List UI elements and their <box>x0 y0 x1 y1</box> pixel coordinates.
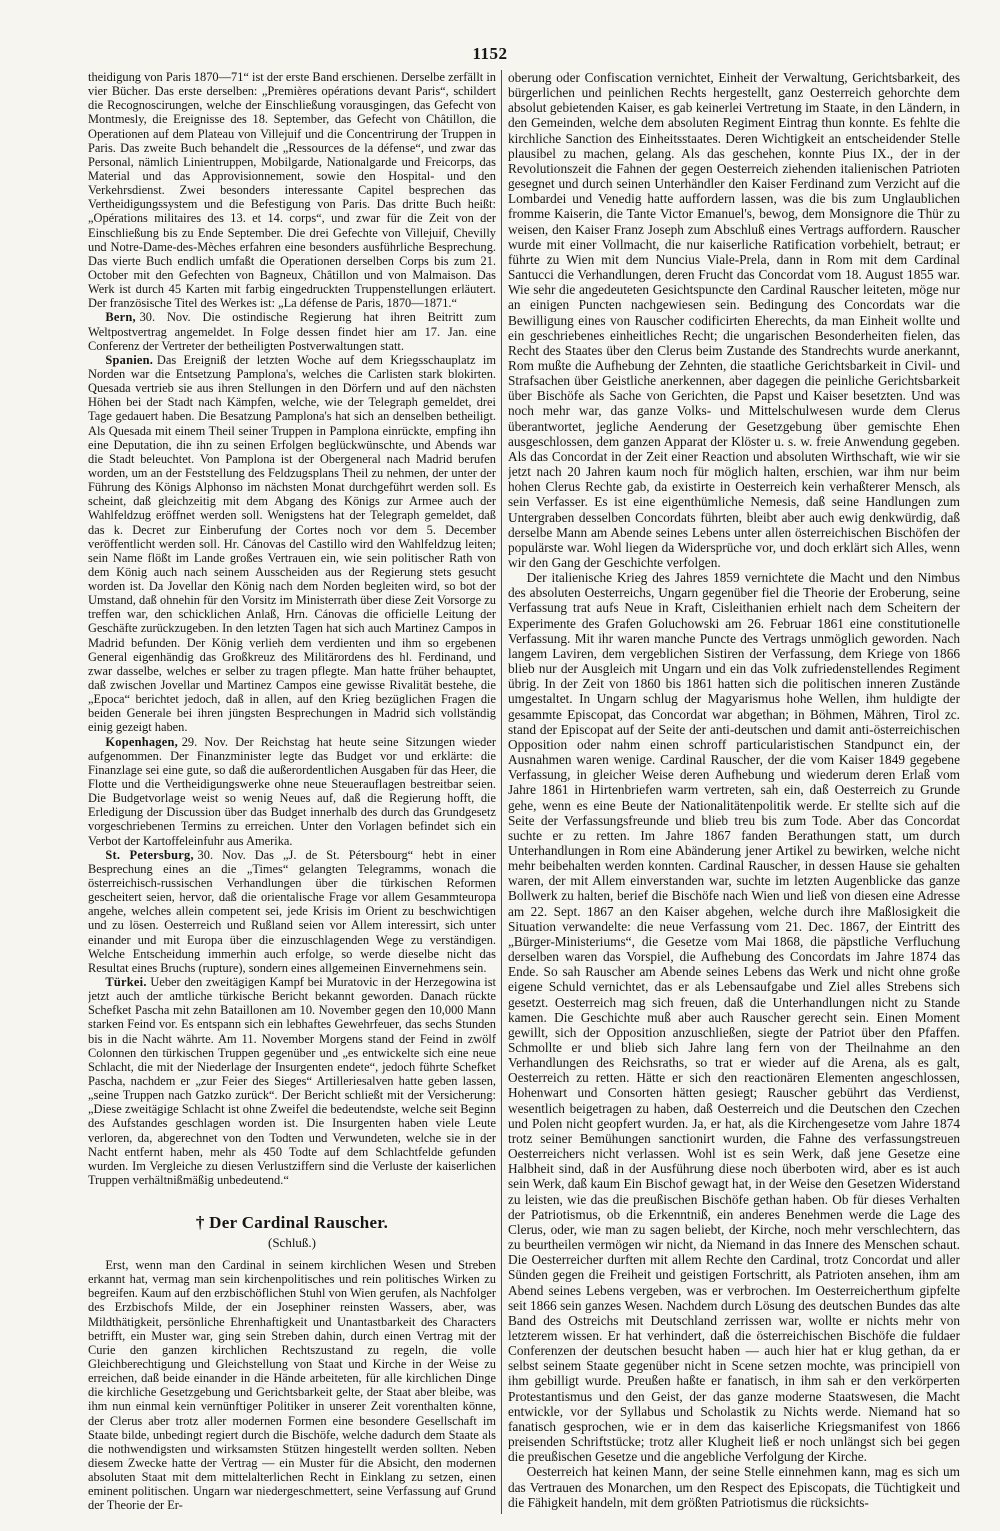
right-column-feuilleton <box>508 70 960 1512</box>
feuilleton-paragraph: Erst, wenn man den Cardinal in seinem kirchlichen Wesen und Streben erkannt hat, vermag man sein kirchenpolitisches und rein politisches Wirken zu begreifen. Kaum auf den erzbischöflichen Stuhl von Wien gerufen, als Nachfolger des Erzbischofs Milde, der ein Josephiner reinsten Wassers, aber, was Mildthätigkeit, persönliche Ehrenhaftigkeit und Unantastbarkeit des Characters betrifft, ein Muster war, ging sein Streben dahin, durch einen Vertrag mit der Curie den ganzen kirchlichen Rechtszustand zu regeln, die volle Gleichberechtigung und Gleichstellung von Staat und Kirche in der Weise zu erreichen, daß beide einander in die Hände arbeiteten, für alle kirchlichen Dinge die kirchliche Gesetzgebung und Gerichtsbarkeit gelte, der Staat aber bleibe, was ihm nun einmal kein vernünftiger Politiker in unserer Zeit vorenthalten könne, der Clerus aber trotz aller modernen Formen eine besondere Gesellschaft im Staate bilde, unbedingt regiert durch die Bischöfe, welche dadurch dem Staate als die nothwendigsten und wirksamsten Stützen hingestellt werden sollten. Neben diesem Zwecke hatte der Vertrag — ein Muster für die Absicht, den modernen absoluten Staat mit dem mittelalterlichen Recht in Einklang zu setzen, einen eminent politischen. Ungarn war niedergeschmettert, seine Verfassung auf Grund der Theorie der Er- <box>88 1258 496 1512</box>
feuilleton-paragraph: Oesterreich hat keinen Mann, der seine Stelle einnehmen kann, mag es sich um das Vertrauen des Monarchen, um den Respect des Episcopats, die Tüchtigkeit und die Fähigkeit handeln, mit dem größten Patriotismus die rücksichts- <box>508 1464 960 1510</box>
page-number: 1152 <box>472 44 508 63</box>
left-column-news <box>88 70 496 1194</box>
feuilleton-subtitle: (Schluß.) <box>267 1235 317 1250</box>
feuilleton-title: † Der Cardinal Rauscher. <box>195 1213 389 1232</box>
news-text: theidigung von Paris 1870—71“ ist der erste Band erschienen. Derselbe zerfällt in vier Bücher. Das erste derselben: „Premières opérations devant Paris“, schildert die Recognoscirungen, welche der Einschließung vorausgingen, das Gefecht von Montmesly, die Ereignisse des 18. September, das Gefecht von Châtillon, die Operationen auf dem Plateau von Villejuif und die Concentrirung der Truppen in Paris. Das zweite Buch behandelt die „Ressources de la défense“, und zwar das Personal, nämlich Linientruppen, Mobilgarde, Nationalgarde und Freicorps, das Material und das Approvisionnement, sowie den Hospital- und den Verkehrsdienst. Zwei besonders interessante Capitel besprechen das Vertheidigungssystem und die Befestigung von Paris. Das dritte Buch heißt: „Opérations militaires des 13. et 14. corps“, und zwar für die Zeit von der Einschließung bis zu Ende September. Die drei Gefechte von Villejuif, Chevilly und Notre-Dame-des-Mèches erfahren eine besonders ausführliche Besprechung. Das vierte Buch endlich umfaßt die Operationen derselben Corps bis zum 21. October mit den Gefechten von Bagneux, Châtillon und von Malmaison. Das Werk ist durch 45 Karten mit farbig eingedruckten Truppenstellungen erläutert. Der französische Titel des Werkes ist: „La défense de Paris, 1870—1871.“ <box>88 70 496 311</box>
dateline: Spanien. <box>105 352 154 367</box>
news-text: Ueber den zweitägigen Kampf bei Muratovic in der Herzegowina ist jetzt auch der amtliche türkische Bericht bekannt geworden. Danach rückte Schefket Pascha mit zehn Bataillonen am 10. November gegen den 10,000 Mann starken Feind vor. Es entspann sich ein lebhaftes Gewehrfeuer, das sechs Stunden bis in die Nacht währte. Am 11. November Morgens stand der Feind in zwölf Colonnen den türkischen Truppen gegenüber und „es entwickelte sich eine neue Schlacht, die mit der Niederlage der Insurgenten endete“, jedoch führte Schefket Pascha, nachdem er „zur Feier des Sieges“ Artilleriesalven hatte geben lassen, „seine Truppen nach Gatzko zurück“. Der Bericht schließt mit der Versicherung: „Diese zweitägige Schlacht ist ohne Zweifel die bedeutendste, welche seit Beginn des Aufstandes geschlagen worden ist. Die Insurgenten haben viele Leute verloren, da, abgerechnet von den Todten und Verwundeten, welche sie in der Nacht entfernt haben, mehr als 450 Todte auf dem Schlachtfelde gefunden wurden. Im Vergleiche zu diesen Verlustziffern sind die Verluste der kaiserlichen Truppen verhältnißmäßig unbedeutend.“ <box>88 975 496 1187</box>
news-text: Das Ereigniß der letzten Woche auf dem Kriegsschauplatz im Norden war die Entsetzung Pamplona's, welches die Carlisten stark blokirten. Quesada vertrieb sie aus ihren Stellungen in den Dörfern und auf den nächsten Höhen bei der Stadt nach Kämpfen, welche, wie der Telegraph gemeldet, drei Tage gedauert haben. Die Besatzung Pamplona's hat sich an denselben betheiligt. Als Quesada mit einem Theil seiner Truppen in Pamplona einrückte, empfing ihn eine Deputation, die ihn zu seinen Erfolgen beglückwünschte, und Abends war die Stadt beleuchtet. Von Pamplona ist der Obergeneral nach Madrid berufen worden, um an der Feststellung des Feldzugsplans Theil zu nehmen, der unter der Führung des Königs Alphonso im nächsten Monat durchgeführt werden soll. Es scheint, daß gleichzeitig mit dem Abgang des Königs zur Armee auch der Wahlfeldzug eröffnet werden soll. Wenigstens hat der Telegraph gemeldet, daß das k. Decret zur Einberufung der Cortes noch vor dem 5. December veröffentlicht werden soll. Hr. Cánovas del Castillo wird den Wahlfeldzug leiten; sein Name flößt im Lande großes Vertrauen ein, wie sein politischer Rath von dem König auch nach seinem Ausscheiden aus der Regierung stets gesucht worden ist. Da Jovellar den König nach dem Norden begleiten wird, so bot der Umstand, daß ohnehin für den Vorsitz im Ministerrath über diese Zeit Vorsorge zu treffen war, den schicklichen Anlaß, Hrn. Cánovas die officielle Leitung der Geschäfte zurückzugeben. In den letzten Tagen hat sich auch Martinez Campos in Madrid befunden. Der König verlieh dem verdienten und ihm so ergebenen General eigenhändig das Großkreuz des Militärordens des hl. Ferdinand, und zwar dasselbe, welches er selber zu tragen pflegte. Man hatte früher behauptet, daß zwischen Jovellar und Martinez Campos eine gewisse Rivalität bestehe, die „Epoca“ berichtet jedoch, daß in allen, auf den Krieg bezüglichen Fragen die beiden Generale bei ihren jüngsten Besprechungen in Madrid sich vollständig einig gezeigt haben. <box>88 352 496 735</box>
news-item-tuerkei <box>88 975 496 1187</box>
news-item-bern <box>88 310 496 352</box>
news-item-spanien <box>88 353 496 735</box>
dateline: Türkei. <box>105 975 147 989</box>
news-text: 30. Nov. Die ostindische Regierung hat ihren Beitritt zum Weltpostvertrag angemeldet. In Folge dessen findet hier am 17. Jan. eine Conferenz der Vertreter der betheiligten Postverwaltungen statt. <box>88 310 496 353</box>
feuilleton-paragraph: oberung oder Confiscation vernichtet, Einheit der Verwaltung, Gerichtsbarkeit, des bürgerlichen und peinlichen Rechts hergestellt, ganz Oesterreich gehorchte dem absolut gebietenden Kaiser, es gab keinerlei Vertretung im Staate, in den Ländern, in den Gemeinden, welche dem absoluten Regiment Eintrag thun konnte. Es fehlte die kirchliche Sanction des Einheitsstaates. Deren Wichtigkeit an entscheidender Stelle plausibel zu machen, gelang. Als das geschehen, konnte Pius IX., der in der Revolutionszeit die Fahnen der gegen Oesterreich ziehenden italienischen Patrioten gesegnet und durch seinen Unterhändler den Kaiser Ferdinand zum Verzicht auf die Lombardei und Venedig hatte auffordern lassen, was die bis zum Unglaublichen fromme Kaiserin, die Tante Victor Emanuel's, bewog, dem Monsignore die Thür zu weisen, den Kaiser Franz Joseph zum Abschluß eines Vertrags auffordern. Rauscher wurde mit einer Vollmacht, die nur kaiserliche Ratification vorbehielt, betraut; er führte zu Wien mit dem Nuncius Viale-Prela, dann in Rom mit dem Cardinal Santucci die Verhandlungen, deren Frucht das Concordat vom 18. August 1855 war. Wie sehr die angedeuteten Gesichtspuncte den Cardinal Rauscher leiteten, möge nur an einigen Puncten nachgewiesen sein. Bedingung des Concordats war die Bewilligung eines von Rauscher codificirten Eherechts, da man Einheit wollte und ein geschriebenes einheitliches Recht; die ungarischen Besonderheiten fielen, das Recht des Staates über den Clerus beim Zustande des Standrechts wurde anerkannt, Rom mußte die Aufhebung der Zehnten, die staatliche Gerichtsbarkeit in Civil- und Strafsachen über Geistliche anerkennen, aber dagegen die peinliche Gerichtsbarkeit über Bischöfe als Sache von Gerichten, die Papst und Kaiser besetzten. Und was noch mehr war, das ganze Volks- und Mittelschulwesen wurde dem Clerus überantwortet, jegliche Aenderung der Gesetzgebung über gemischte Ehen ausgeschlossen, dem ganzen Apparat der Klöster u. s. w. freie Anwendung gegeben. Als das Concordat in der Zeit einer Reaction und absoluten Wirthschaft, wie wir sie jetzt nach 20 Jahren kaum noch für möglich halten, erschien, war ihm nur beim hohen Clerus Rechte gab, da existirte in Oesterreich kein verhaßterer Mensch, als sein Verfasser. Es ist eine eigenthümliche Nemesis, daß seine Handlungen zum Untergraben desselben Concordats führten, bleibt aber auch ewig denkwürdig, daß derselbe Mann am Abende seines Lebens unter allen österreichischen Bischöfen der populärste war. Wohl liegen da Widersprüche vor, und doch erklärt sich Alles, wenn wir den Gang der Geschichte verfolgen. <box>508 70 960 570</box>
column-rule <box>501 70 502 1514</box>
dateline: Bern, <box>105 310 136 325</box>
feuilleton-left-column <box>88 1258 496 1512</box>
feuilleton-paragraph: Der italienische Krieg des Jahres 1859 vernichtete die Macht und den Nimbus des absoluten Oesterreichs, Ungarn gegenüber fiel die Theorie der Eroberung, seine Verfassung trat aufs Neue in Kraft, Cisleithanien erhielt nach dem Scheitern der Experimente des Grafen Goluchowski am 26. Februar 1861 eine constitutionelle Verfassung. Mit ihr waren manche Puncte des Vertrags unmöglich geworden. Nach langem Laviren, dem vergeblichen Sistiren der Verfassung, dem Kriege von 1866 blieb nur der Ausgleich mit Ungarn und ein das Volk zufriedenstellendes Regiment übrig. In der Zeit von 1860 bis 1861 hatten sich die politischen inneren Zustände umgestaltet. In Ungarn schlug der Magyarismus hohe Wellen, ihm huldigte der gesammte Episcopat, das Concordat war abgethan; in Böhmen, Mähren, Tirol zc. stand der Episcopat auf der Seite der anti-deutschen und damit anti-österreichischen Opposition oder nahm einen schroff particularistischen Standpunct ein, der Ausnahmen waren wenige. Cardinal Rauscher, der die vom Kaiser 1849 gegebene Verfassung, in gleicher Weise deren Aufhebung und wiederum deren Erlaß vom Jahre 1861 in Hirtenbriefen warm vertreten, sah ein, daß Oesterreich zu Grunde gehe, wenn es eine Beute der Nationalitätenpolitik werde. Er stellte sich auf die Seite der Verfassungsfreunde und blieb treu bis zum Tode. Aber das Concordat suchte er zu retten. Im Jahre 1867 fanden Berathungen statt, um durch Unterhandlungen in Rom eine Abänderung jener Artikel zu bewirken, welche nicht mehr beibehalten werden konnten. Cardinal Rauscher, in dessen Hause sie gehalten waren, der mit Allem einverstanden war, suchte im letzten Augenblicke das ganze Bollwerk zu halten, berief die Bischöfe nach Wien und ließ von diesen eine Adresse am 22. Sept. 1867 an den Kaiser abgehen, welche durch ihre Maßlosigkeit die Situation verwandelte: die neue Verfassung vom 21. Dec. 1867, der Eintritt des „Bürger-Ministeriums“, die Gesetze vom Mai 1868, die päpstliche Verfluchung derselben waren das Vorspiel, die Aufhebung des Concordats im Jahre 1874 das Ende. So sah Rauscher am Abende seines Lebens das Werk und nicht ohne große eigene Schuld vernichtet, das er als Lebensaufgabe und Ziel alles Strebens sich gesetzt. Oesterreich mag sich freuen, daß die Unterhandlungen nicht zu Stande kamen. Die Geschichte muß aber auch Rauscher gerecht sein. Einen Moment gewillt, sich der Opposition anzuschließen, siegte der Patriot über den Pfaffen. Schmollte er und blieb sich Jahre lang fern von der Theilnahme an den Verhandlungen des Reichsraths, so trat er wieder auf die Arena, als es galt, Oesterreich zu retten. Hätte er sich den reactionären Elementen angeschlossen, Hohenwart und Consorten hätten gesiegt; Rauscher gebührt das Verdienst, wesentlich beigetragen zu haben, daß Oesterreich und die Deutschen den Czechen und Polen nicht geopfert wurden. Ja, er hat, als die Kirchengesetze vom Jahre 1874 trotz seiner Bemühungen sanctionirt wurden, die Fahne des verfassungstreuen Oesterreichers nicht verlassen. Wohl ist es sein Werk, daß jene Gesetze eine Halbheit sind, daß in der Ausführung diese noch überboten wird, aber es ist auch sein Werk, daß kaum Ein Bischof gewagt hat, in der Weise den Gesetzen Widerstand zu leisten, wie das die preußischen Bischöfe gethan haben. Ob für dieses Verhalten der Patriotismus, ob die Erkenntniß, ein anderes Benehmen werde die Lage des Clerus, oder, wie man zu sagen beliebt, der Kirche, noch mehr verschlechtern, das zu beurtheilen vermögen wir nicht, da Niemand in das Innere des Menschen schaut. Die Oesterreicher durften mit allem Rechte den Cardinal, trotz Concordat und aller Sünden gegen die Freiheit und geistigen Fortschritt, als Patrioten ansehen, ihm am Abend seines Lebens vergeben, was er verbrochen. Im Oesterreicherthum gipfelte seit 1866 sein ganzes Wesen. Nachdem durch Lösung des deutschen Bundes das alte Band des Ostreichs mit Deutschland zerrissen war, wollte er nichts mehr von letzterem wissen. Er hat verhindert, daß die österreichischen Bischöfe die fuldaer Conferenzen der deutschen besucht haben — auch hier hat er klug gethan, da er selbst seinem Staate gegenüber nicht in Scene setzen mochte, was principiell von ihm gebilligt wurde. Preußen haßte er fanatisch, in ihm sah er den verkörperten Protestantismus und den Geist, der das ganze moderne Staatswesen, die Macht entwickle, vor der Syllabus und Scholastik zu Nichts werde. Niemand hat so fanatisch gesprochen, wie er in dem das kaiserliche Kriegsmanifest von 1866 preisenden Schriftstücke; trotz aller Klugheit ließ er noch unlängst sich bei gegen die preußischen Gesetze und die angebliche Verfolgung der Kirche. <box>508 570 960 1465</box>
news-item-st-petersburg <box>88 848 496 975</box>
dateline: St. Petersburg, <box>105 847 194 862</box>
news-continuation-paragraph <box>88 70 496 310</box>
dateline: Kopenhagen, <box>105 734 178 749</box>
news-text: 29. Nov. Der Reichstag hat heute seine Sitzungen wieder aufgenommen. Der Finanzminister legte das Budget vor und erklärte: die Finanzlage sei eine gute, so daß die außerordentlichen Ausgaben für das Heer, die Flotte und die Vertheidigungswerke ohne neue Steuerauflagen bestreitbar seien. Die Budgetvorlage weist so wenig Neues auf, daß die Regierung hofft, die Erledigung der Discussion über das Budget innerhalb des durch das Grundgesetz vorgeschriebenen Termins zu erreichen. Unter den Vorlagen befindet sich ein Verbot der Kartoffeleinfuhr aus Amerika. <box>88 734 496 848</box>
news-text: 30. Nov. Das „J. de St. Pétersbourg“ hebt in einer Besprechung eines an die „Times“ gelangten Telegramms, wonach die österreichisch-russischen Verhandlungen über die türkischen Reformen gescheitert seien, hervor, daß die orientalische Frage vor allem Gesammteuropa angehe, welches allein competent sei, jede Krisis im Orient zu beschwichtigen und zu lösen. Oesterreich und Rußland seien vor Allem interessirt, sich unter einander und mit Europa über die einzuschlagenden Wege zu verständigen. Welche Entscheidung immerhin auch erfolge, so werde dieselbe nicht das Resultat eines Bruchs (rupture), sondern eines allgemeinen Einvernehmens sein. <box>88 847 496 975</box>
news-item-kopenhagen <box>88 735 496 848</box>
